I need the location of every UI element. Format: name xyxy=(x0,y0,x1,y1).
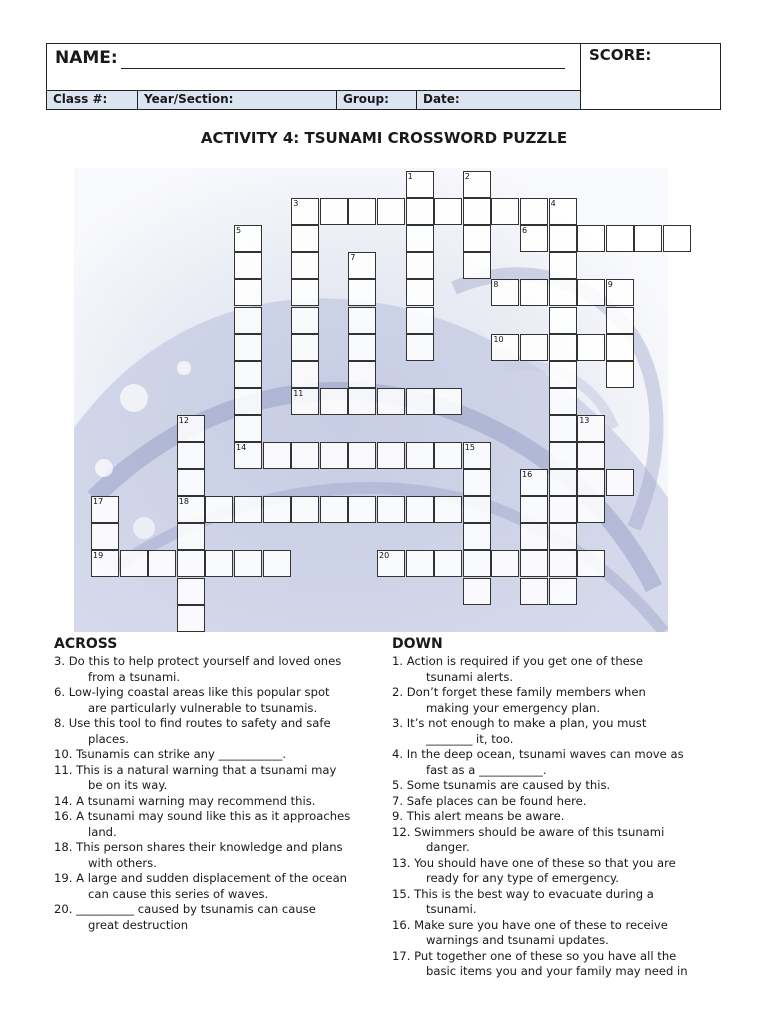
crossword-cell[interactable] xyxy=(205,550,233,577)
crossword-cell[interactable] xyxy=(177,523,205,550)
crossword-cell[interactable] xyxy=(434,442,462,469)
crossword-cell[interactable] xyxy=(177,550,205,577)
crossword-cell[interactable] xyxy=(549,496,577,523)
crossword-cell[interactable] xyxy=(606,361,634,388)
clue-number: 15 xyxy=(464,443,475,452)
clue-line: 12. Swimmers should be aware of this tsunami xyxy=(392,824,665,839)
clue-line: 9. This alert means be aware. xyxy=(392,809,565,823)
crossword-cell[interactable] xyxy=(406,307,434,334)
clue-number: 7 xyxy=(350,253,356,263)
clue-number: 1 xyxy=(407,172,413,181)
down-list xyxy=(392,654,722,980)
crossword-cell[interactable] xyxy=(348,442,376,469)
clue-line: 13. You should have one of these so that you are xyxy=(392,855,676,870)
down-clue xyxy=(392,856,722,887)
clue-number: 18 xyxy=(178,497,189,507)
crossword-cell[interactable] xyxy=(234,307,262,334)
crossword-cell[interactable] xyxy=(549,550,577,577)
crossword-cell[interactable] xyxy=(205,496,233,523)
crossword-cell[interactable] xyxy=(606,469,634,496)
clue-number: 17 xyxy=(93,497,104,507)
crossword-cell[interactable] xyxy=(406,225,434,252)
clue-line: great destruction xyxy=(88,917,189,932)
clue-line: land. xyxy=(88,824,117,839)
page-title: ACTIVITY 4: TSUNAMI CROSSWORD PUZZLE xyxy=(200,129,568,147)
clue-line: with others. xyxy=(88,855,157,870)
clue-line: 14. A tsunami warning may recommend this. xyxy=(54,793,316,808)
crossword-cell[interactable] xyxy=(177,605,205,632)
crossword-cell[interactable] xyxy=(234,334,262,361)
clue-line: 20. __________ caused by tsunamis can cause xyxy=(54,902,316,916)
crossword-cell[interactable] xyxy=(520,334,548,361)
clue-line: 17. Put together one of these so you have all the xyxy=(392,948,677,963)
crossword-cell[interactable] xyxy=(577,496,605,523)
crossword-cell[interactable] xyxy=(463,225,491,252)
crossword-cell[interactable] xyxy=(406,279,434,306)
crossword-cell[interactable] xyxy=(406,388,434,415)
clue-number: 9 xyxy=(607,280,613,290)
crossword-cell[interactable] xyxy=(491,198,519,225)
across-clue xyxy=(54,794,384,810)
crossword-cell[interactable] xyxy=(291,334,319,361)
crossword-cell[interactable] xyxy=(606,307,634,334)
clue-line: 3. Do this to help protect yourself and loved ones xyxy=(54,654,342,668)
crossword-cell[interactable] xyxy=(434,496,462,523)
crossword-cell[interactable] xyxy=(606,225,634,252)
crossword-cell[interactable] xyxy=(549,442,577,469)
down-clue xyxy=(392,887,722,918)
crossword-cell[interactable] xyxy=(549,578,577,605)
crossword-cell[interactable] xyxy=(549,415,577,442)
crossword-cell[interactable] xyxy=(520,523,548,550)
crossword-cell[interactable] xyxy=(434,550,462,577)
clue-number: 12 xyxy=(178,415,189,425)
across-clue xyxy=(54,871,384,902)
crossword-cell[interactable] xyxy=(549,388,577,415)
down-clue xyxy=(392,716,722,747)
clue-line: tsunami. xyxy=(426,902,477,916)
clue-line: ________ it, too. xyxy=(426,731,514,746)
clue-number: 8 xyxy=(493,280,499,290)
across-clue xyxy=(54,654,384,685)
across-clue xyxy=(54,763,384,794)
down-clue xyxy=(392,747,722,778)
crossword-cell[interactable] xyxy=(377,198,405,225)
crossword-cell[interactable] xyxy=(463,198,491,225)
clue-line: places. xyxy=(88,731,129,746)
crossword-cell[interactable] xyxy=(234,550,262,577)
clue-line: danger. xyxy=(426,840,470,854)
crossword-cell[interactable] xyxy=(348,496,376,523)
across-clues xyxy=(54,636,384,933)
crossword-cell[interactable] xyxy=(520,279,548,306)
down-clue xyxy=(392,809,722,825)
class-label: Class #: xyxy=(53,92,108,106)
clue-line: 15. This is the best way to evacuate during a xyxy=(392,886,654,901)
crossword-cell[interactable] xyxy=(577,550,605,577)
crossword-cell[interactable] xyxy=(606,334,634,361)
crossword-cell[interactable] xyxy=(320,388,348,415)
year-section-label: Year/Section: xyxy=(144,92,234,106)
crossword-cell[interactable] xyxy=(406,496,434,523)
crossword-cell[interactable] xyxy=(377,442,405,469)
crossword-cell[interactable] xyxy=(348,388,376,415)
crossword-cell[interactable] xyxy=(549,307,577,334)
crossword-cell[interactable] xyxy=(234,279,262,306)
crossword-cell[interactable] xyxy=(291,252,319,279)
down-clue xyxy=(392,918,722,949)
clue-number: 5 xyxy=(236,226,242,236)
down-clue xyxy=(392,794,722,810)
clue-line: be on its way. xyxy=(88,778,168,792)
score-label: SCORE: xyxy=(589,46,652,64)
crossword-cell[interactable] xyxy=(377,388,405,415)
clue-number: 20 xyxy=(379,551,390,561)
crossword-cell[interactable] xyxy=(177,578,205,605)
clue-line: 1. Action is required if you get one of these xyxy=(392,654,643,668)
clue-line: making your emergency plan. xyxy=(426,700,601,715)
crossword-cell[interactable] xyxy=(348,198,376,225)
across-clue xyxy=(54,902,384,933)
crossword-cell[interactable] xyxy=(463,469,491,496)
crossword-cell[interactable] xyxy=(491,550,519,577)
clue-line: from a tsunami. xyxy=(88,669,181,684)
crossword-cell[interactable] xyxy=(234,496,262,523)
crossword-cell[interactable] xyxy=(434,198,462,225)
crossword-cell[interactable] xyxy=(463,578,491,605)
crossword-cell[interactable] xyxy=(320,442,348,469)
clue-line: 19. A large and sudden displacement of the ocean xyxy=(54,871,348,885)
down-clues xyxy=(392,636,722,980)
crossword-cell[interactable] xyxy=(234,361,262,388)
crossword-cell[interactable] xyxy=(348,361,376,388)
crossword-cell[interactable] xyxy=(291,496,319,523)
crossword-cell[interactable] xyxy=(291,225,319,252)
crossword-cell[interactable] xyxy=(406,334,434,361)
crossword-cell[interactable] xyxy=(291,279,319,306)
down-clue xyxy=(392,654,722,685)
down-clue xyxy=(392,825,722,856)
clue-line: 6. Low-lying coastal areas like this popular spot xyxy=(54,685,330,699)
clue-number: 19 xyxy=(93,551,104,561)
crossword-cell[interactable] xyxy=(234,388,262,415)
crossword-cell[interactable] xyxy=(263,442,291,469)
down-clue xyxy=(392,778,722,794)
crossword-cell[interactable] xyxy=(348,279,376,306)
crossword-cell[interactable] xyxy=(263,496,291,523)
crossword-cell[interactable] xyxy=(320,198,348,225)
across-clue xyxy=(54,685,384,716)
crossword-cell[interactable] xyxy=(549,279,577,306)
crossword-cell[interactable] xyxy=(520,496,548,523)
crossword-cell[interactable] xyxy=(291,307,319,334)
clue-line: basic items you and your family may need in xyxy=(426,964,688,978)
crossword-cell[interactable] xyxy=(549,334,577,361)
across-clue xyxy=(54,809,384,840)
clue-number: 11 xyxy=(293,388,304,398)
across-clue xyxy=(54,840,384,871)
across-heading: ACROSS xyxy=(54,636,118,652)
crossword-cell[interactable] xyxy=(291,361,319,388)
down-clue xyxy=(392,949,722,980)
down-clue xyxy=(392,685,722,716)
crossword-cell[interactable] xyxy=(577,469,605,496)
crossword-cell[interactable] xyxy=(520,578,548,605)
clue-line: fast as a ___________. xyxy=(426,762,547,777)
crossword-cell[interactable] xyxy=(463,252,491,279)
clue-line: 10. Tsunamis can strike any ___________. xyxy=(54,747,287,761)
group-label: Group: xyxy=(343,92,389,106)
crossword-cell[interactable] xyxy=(549,523,577,550)
clue-number: 10 xyxy=(493,334,504,344)
clue-line: 18. This person shares their knowledge and plans xyxy=(54,840,343,854)
crossword-cell[interactable] xyxy=(520,550,548,577)
crossword-cell[interactable] xyxy=(406,442,434,469)
crossword-cell[interactable] xyxy=(463,550,491,577)
crossword-cell[interactable] xyxy=(520,198,548,225)
clue-line: 4. In the deep ocean, tsunami waves can move as xyxy=(392,747,684,761)
clue-number: 3 xyxy=(293,199,299,209)
crossword-cell[interactable] xyxy=(177,469,205,496)
date-label: Date: xyxy=(423,92,460,106)
down-heading: DOWN xyxy=(392,636,443,652)
clue-line: 2. Don’t forget these family members when xyxy=(392,685,646,699)
clue-line: ready for any type of emergency. xyxy=(426,871,619,885)
crossword-cell[interactable] xyxy=(406,550,434,577)
crossword-cell[interactable] xyxy=(463,523,491,550)
crossword-cell[interactable] xyxy=(549,469,577,496)
crossword-cell[interactable] xyxy=(377,496,405,523)
crossword-cell[interactable] xyxy=(577,225,605,252)
crossword-cell[interactable] xyxy=(120,550,148,577)
crossword-cell[interactable] xyxy=(549,225,577,252)
crossword-cell[interactable] xyxy=(406,252,434,279)
crossword-cell[interactable] xyxy=(263,550,291,577)
clue-line: can cause this series of waves. xyxy=(88,886,269,901)
crossword-cell[interactable] xyxy=(148,550,176,577)
clue-number: 4 xyxy=(550,199,556,209)
clue-line: 3. It’s not enough to make a plan, you must xyxy=(392,716,647,730)
clue-line: 16. A tsunami may sound like this as it approaches xyxy=(54,809,351,823)
clue-number: 14 xyxy=(236,443,247,452)
crossword-cell[interactable] xyxy=(434,388,462,415)
crossword-cell[interactable] xyxy=(91,523,119,550)
name-label: NAME: xyxy=(55,48,118,68)
clue-number: 16 xyxy=(522,470,533,480)
crossword-cell[interactable] xyxy=(463,496,491,523)
across-clue xyxy=(54,716,384,747)
crossword-cell[interactable] xyxy=(291,442,319,469)
crossword-cell[interactable] xyxy=(663,225,691,252)
crossword-cell[interactable] xyxy=(348,334,376,361)
crossword-cell[interactable] xyxy=(320,496,348,523)
crossword-cell[interactable] xyxy=(549,361,577,388)
clue-line: are particularly vulnerable to tsunamis. xyxy=(88,700,318,715)
crossword-cell[interactable] xyxy=(348,307,376,334)
clue-number: 2 xyxy=(464,172,470,181)
crossword-cell[interactable] xyxy=(634,225,662,252)
crossword-cell[interactable] xyxy=(577,442,605,469)
crossword-cell[interactable] xyxy=(234,252,262,279)
clue-line: tsunami alerts. xyxy=(426,669,514,684)
across-clue xyxy=(54,747,384,763)
clue-line: 7. Safe places can be found here. xyxy=(392,793,587,808)
clue-number: 6 xyxy=(522,226,528,236)
clue-line: warnings and tsunami updates. xyxy=(426,933,609,947)
crossword-cell[interactable] xyxy=(549,252,577,279)
clue-line: 11. This is a natural warning that a tsunami may xyxy=(54,762,337,777)
crossword-cell[interactable] xyxy=(577,279,605,306)
clue-line: 5. Some tsunamis are caused by this. xyxy=(392,778,611,792)
across-list xyxy=(54,654,384,933)
clue-number: 13 xyxy=(579,415,590,425)
clue-line: 8. Use this tool to find routes to safety and safe xyxy=(54,716,331,730)
clue-line: 16. Make sure you have one of these to receive xyxy=(392,917,668,932)
crossword-cell[interactable] xyxy=(577,334,605,361)
crossword-cell[interactable] xyxy=(177,442,205,469)
crossword-cell[interactable] xyxy=(234,415,262,442)
crossword-cell[interactable] xyxy=(406,198,434,225)
